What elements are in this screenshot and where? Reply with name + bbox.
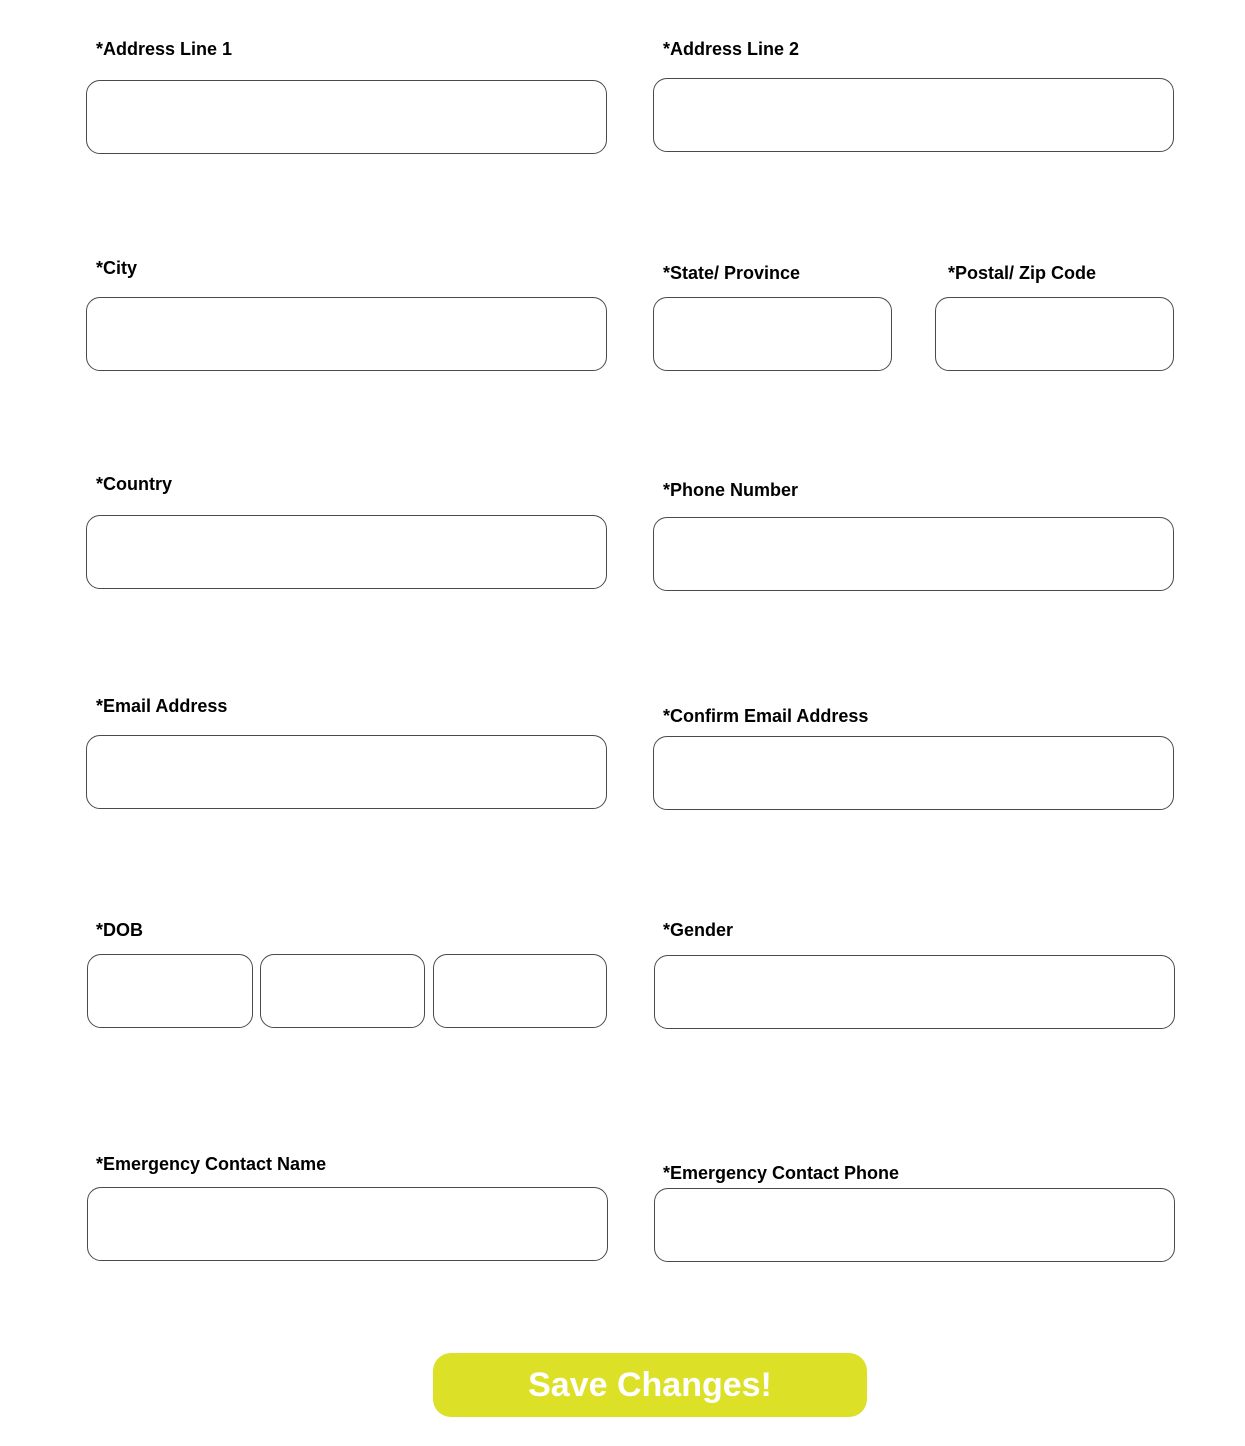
phone-number-label: *Phone Number (663, 480, 799, 500)
dob-month-input[interactable] (87, 954, 253, 1028)
address-line-1-input[interactable] (86, 80, 607, 154)
address-line-2-label: *Address Line 2 (663, 39, 800, 59)
address-line-2-input[interactable] (653, 78, 1174, 152)
gender-label: *Gender (663, 920, 734, 940)
confirm-email-address-input[interactable] (653, 736, 1174, 810)
postal-zip-code-input[interactable] (935, 297, 1174, 371)
city-label: *City (96, 258, 138, 278)
emergency-contact-name-label: *Emergency Contact Name (96, 1154, 327, 1174)
email-address-label: *Email Address (96, 696, 228, 716)
emergency-contact-name-input[interactable] (87, 1187, 608, 1261)
dob-year-input[interactable] (433, 954, 607, 1028)
emergency-contact-phone-label: *Emergency Contact Phone (663, 1163, 900, 1183)
dob-day-input[interactable] (260, 954, 425, 1028)
phone-number-input[interactable] (653, 517, 1174, 591)
country-label: *Country (96, 474, 172, 494)
city-input[interactable] (86, 297, 607, 371)
country-input[interactable] (86, 515, 607, 589)
state-province-input[interactable] (653, 297, 892, 371)
emergency-contact-phone-input[interactable] (654, 1188, 1175, 1262)
postal-zip-code-label: *Postal/ Zip Code (948, 263, 1097, 283)
state-province-label: *State/ Province (663, 263, 801, 283)
email-address-input[interactable] (86, 735, 607, 809)
confirm-email-address-label: *Confirm Email Address (663, 706, 869, 726)
address-line-1-label: *Address Line 1 (96, 39, 233, 59)
dob-label: *DOB (96, 920, 144, 940)
gender-input[interactable] (654, 955, 1175, 1029)
save-changes-button[interactable]: Save Changes! (433, 1353, 867, 1417)
